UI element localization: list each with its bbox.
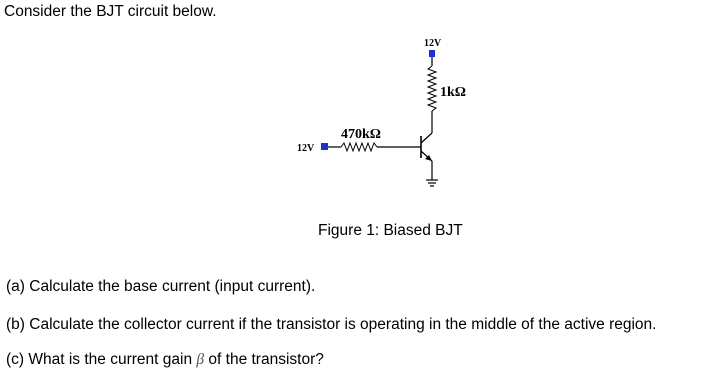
base-resistor [341,143,377,151]
beta-symbol: β [196,351,205,368]
base-resistor-label: 470kΩ [341,127,381,142]
supply-top-terminal [429,50,435,57]
collector-resistor-label: 1kΩ [440,85,466,100]
question-a: (a) Calculate the base current (input current). [6,278,316,295]
question-c [6,351,324,369]
supply-top-label: 12V [424,38,442,49]
base-supply-label: 12V [297,143,315,154]
figure-caption: Figure 1: Biased BJT [318,222,463,239]
base-supply-terminal [321,143,328,150]
question-b: (b) Calculate the collector current if the transistor is operating in the middle of the active region. [6,316,657,333]
collector-resistor [428,66,436,111]
transistor-collector-lead [421,133,432,143]
question-c-prefix: (c) What is the current gain [6,351,197,368]
intro-text: Consider the BJT circuit below. [4,3,217,20]
question-c-suffix: of the transistor? [204,351,324,368]
